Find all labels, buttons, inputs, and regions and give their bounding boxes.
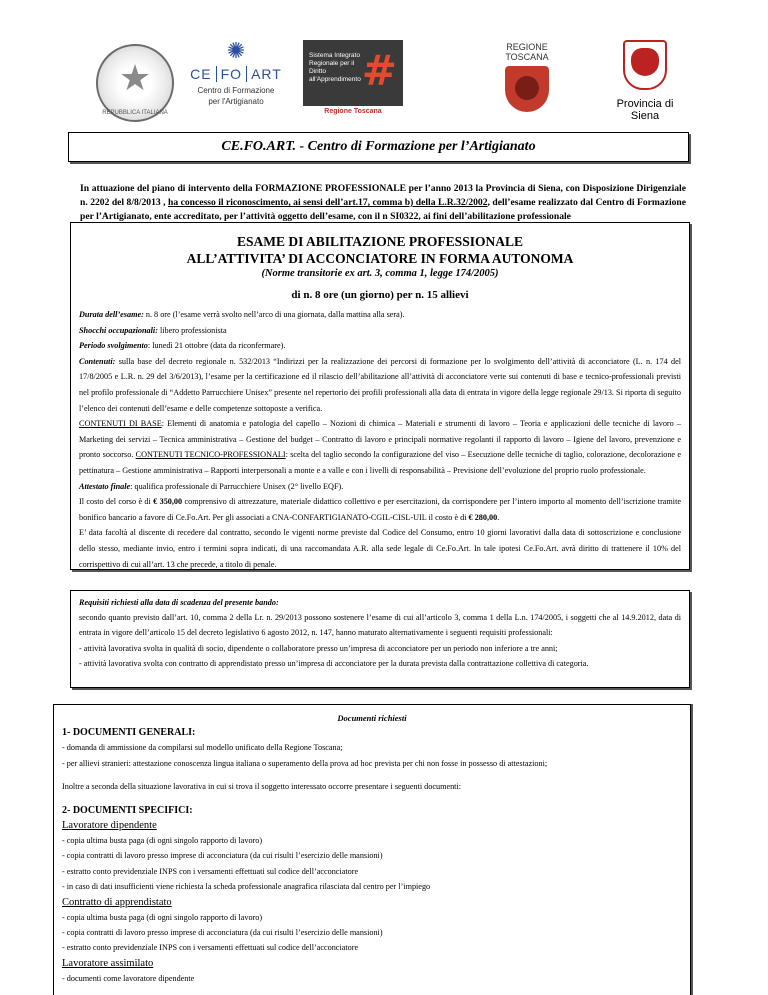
requisiti-box xyxy=(70,590,690,688)
attestato-text: : qualifica professionale di Parrucchiere Unisex (2° livello EQF). xyxy=(130,481,344,491)
list-item: - copia ultima busta paga (di ogni singolo rapporto di lavoro) xyxy=(62,912,263,922)
durata-line xyxy=(79,307,681,323)
section-specifici: 2- DOCUMENTI SPECIFICI: xyxy=(62,804,193,816)
exam-title-line: ALL’ATTIVITA’ DI ACCONCIATORE IN FORMA AUTONOMA xyxy=(186,251,574,266)
costo-amount: € 350,00 xyxy=(153,497,183,507)
logo-bar xyxy=(0,36,768,126)
inoltre-text: Inoltre a seconda della situazione lavorativa in cui si trova il soggetto interessato occorre presentare i seguenti documenti: xyxy=(62,782,462,792)
exam-duration: di n. 8 ore (un giorno) per n. 15 allievi xyxy=(291,289,469,301)
regione-toscana-text: REGIONE TOSCANA xyxy=(505,42,549,62)
periodo-label: Periodo svolgimento xyxy=(79,341,148,351)
sistema-logo-panel xyxy=(303,40,403,106)
star-icon: ★ xyxy=(118,58,152,98)
periodo-text: : lunedì 21 ottobre (data da riconfermare). xyxy=(147,341,286,351)
sistema-integrato-logo xyxy=(303,40,403,120)
list-item: - per allievi stranieri: attestazione conoscenza lingua italiana o superamento della prova ad hoc prevista per chi non fosse in possesso di attestazioni; xyxy=(62,758,548,768)
exam-title xyxy=(71,233,689,267)
sbocchi-text: libero professionista xyxy=(157,325,227,335)
attestato-line xyxy=(79,479,681,495)
sistema-logo-footer: Regione Toscana xyxy=(324,108,382,115)
provincia-siena-text: Provincia di Siena xyxy=(616,98,674,122)
cefoart-logo-sub xyxy=(186,85,286,107)
sistema-logo-text: Sistema Integrato Regionale per il Diritto all'Apprendimento xyxy=(309,52,361,83)
periodo-line xyxy=(79,338,681,354)
list-item: - domanda di ammissione da compilarsi sul modello unificato della Regione Toscana; xyxy=(62,743,343,753)
subheading-dipendente: Lavoratore dipendente xyxy=(62,820,157,832)
requisiti-item: - attività lavorativa svolta in qualità di socio, dipendente o collaboratore presso un’impresa di acconciatore per un periodo non inferiore a tre anni; xyxy=(79,643,558,653)
cefoart-logo xyxy=(186,40,286,120)
cefoart-logo-name xyxy=(186,66,286,82)
requisiti-text: secondo quanto previsto dall’art. 10, comma 2 della Lr. n. 29/2013 possono sostenere l’esame di cui all’articolo 3, comma 1 della L.n. 174/2005, i soggetti che al 14.9.2012, data di entrata in vigore dell’articolo 15 del decreto legislativo 6 agosto 2012, n. 147, hanno maturato alternativamente i seguenti requisiti professionali: xyxy=(79,613,681,638)
subheading-assimilato: Lavoratore assimilato xyxy=(62,957,154,969)
costo-text: Il costo del corso è di xyxy=(79,497,154,507)
contenuti-text: sulla base del decreto regionale n. 532/2013 “Indirizzi per la realizzazione dei percorsi di formazione per lo svolgimento dell’attività di acconciatore (L. n. 174 del 17/8/2005 e L.R. n. 29 del 3/6/2013), l’esame per la certificazione ed il rilascio dell’abilitazione all’attività di acconciatore verte sui contenuti di base e tecnico-professionali previsti nel profilo professionale di “Addetto Parrucchiere Unisex” presente nel repertorio dei profili professionali alla data di entrata in vigore della legge regionale 29/13. Si riporta di seguito l’elenco dei contenuti dell’esame e delle competenze sottoposte a verifica. xyxy=(79,356,681,413)
starburst-icon: ✺ xyxy=(226,38,246,63)
intro-underlined: ha concesso il riconoscimento, ai sensi dell’art.17, comma b) della L.R.32/2002 xyxy=(167,197,488,208)
base-label: CONTENUTI DI BASE xyxy=(79,419,162,429)
durata-text: n. 8 ore (l’esame verrà svolto nell’arco di una giornata, dalla mattina alla sera). xyxy=(143,310,405,319)
logo-part: FO xyxy=(217,66,247,82)
list-item: - estratto conto previdenziale INPS con i versamenti effettuati sul codice dell’acconciatore xyxy=(62,866,359,876)
tecnico-text: : scelta del taglio secondo la configurazione del viso – Esecuzione delle tecniche di taglio, colorazione, decolorazione e pettinatura – Gestione amministrativa – Rapporti interpersonali a monte e a valle e con i livelli di responsabilità – Previsione dell’evoluzione del proprio ruolo professionale. xyxy=(79,450,681,475)
list-item: - in caso di dati insufficienti viene richiesta la scheda professionale anagrafica rilasciata dal centro per l’impiego xyxy=(62,882,431,892)
attestato-label: Attestato finale xyxy=(79,481,131,491)
documenti-header: Documenti richiesti xyxy=(337,713,407,723)
logo-part: CE xyxy=(186,66,216,82)
exam-title-line: ESAME DI ABILITAZIONE PROFESSIONALE xyxy=(237,234,523,249)
list-item: - estratto conto previdenziale INPS con i versamenti effettuati sul codice dell’acconciatore xyxy=(62,943,359,953)
subheading-apprendistato: Contratto di apprendistato xyxy=(62,896,172,908)
costo-paragraph: Il costo del corso è di € 350,00 comprensivo di attrezzature, materiale didattico collettivo e per esercitazioni, da corrispondere per l’intero importo al momento dell’iscrizione tramite bonifico bancario a favore di Ce.Fo.Art. Per gli associati a CNA-CONFARTIGIANATO-CGIL-CISL-UIL il costo è di € 280,00. xyxy=(79,497,681,522)
base-text: : Elementi di anatomia e patologia del capello – Nozioni di chimica – Materiali e strumenti di lavoro – Teoria e applicazioni delle tecniche di lavoro – Marketing dei servizi – Tecnica amministrativa – Gestione del budget – Contratto di lavoro e principali normative regolanti il rapporto di lavoro – Igiene del lavoro, prevenzione e pronto soccorso. xyxy=(79,419,681,460)
contenuti-paragraph xyxy=(79,354,681,416)
list-item: - documenti come lavoratore dipendente xyxy=(62,973,195,983)
exam-details xyxy=(79,307,681,572)
exam-box xyxy=(70,222,690,570)
regione-toscana-logo xyxy=(497,42,557,122)
sbocchi-line xyxy=(79,323,681,339)
exam-subtitle: (Norme transitorie ex art. 3, comma 1, legge 174/2005) xyxy=(261,268,499,279)
durata-label: Durata dell’esame: xyxy=(79,310,144,319)
list-item: - copia contratti di lavoro presso imprese di acconciatura (da cui risulti l’esercizio delle mansioni) xyxy=(62,851,383,861)
list-item: - copia ultima busta paga (di ogni singolo rapporto di lavoro) xyxy=(62,836,263,846)
contenuti-base-paragraph xyxy=(79,416,681,478)
costo-associati: € 280,00 xyxy=(468,512,498,522)
recesso-paragraph: E’ data facoltà al discente di recedere dal contratto, secondo le vigenti norme previste dal Codice del Consumo, entro 10 giorni lavorativi dalla data di sottoscrizione e conclusione dello stesso, mediante invio, entro i termini sopra indicati, di una raccomandata A.R. alla sede legale di Ce.Fo.Art. In tale ipotesi Ce.Fo.Art. avrà diritto di trattenere il 10% del corrispettivo di cui all’art. 13 che precede, a titolo di penale. xyxy=(79,528,681,569)
italian-republic-emblem xyxy=(96,44,174,122)
pegasus-shield-icon xyxy=(505,66,549,112)
page-title: CE.FO.ART. - Centro di Formazione per l’Artigianato xyxy=(68,132,689,162)
documenti-box xyxy=(53,704,691,995)
provincia-siena-logo xyxy=(605,40,685,126)
tecnico-label: CONTENUTI TECNICO-PROFESSIONALI xyxy=(135,450,286,460)
intro-text: , dell’esame realizzato dal Centro di Formazione per l’Artigianato, ente accreditato, per l’attività oggetto dell’esame, con il n SI0322, ai fini dell’abilitazione professionale xyxy=(80,197,687,222)
contenuti-label: Contenuti: xyxy=(79,356,116,366)
logo-sub-line: Centro di Formazione xyxy=(197,86,275,95)
requisiti-label-text: Requisiti richiesti alla data di scadenza del presente bando: xyxy=(79,598,279,607)
requisiti-label xyxy=(79,595,681,610)
costo-text: comprensivo di attrezzature, materiale didattico collettivo e per esercitazioni, da corrispondere per l’intero importo al momento dell’iscrizione tramite bonifico bancario a favore di Ce.Fo.Art. Per gli associati a CNA-CONFARTIGIANATO-CGIL-CISL-UIL il costo è di xyxy=(79,497,681,522)
logo-sub-line: per l'Artigianato xyxy=(208,97,264,106)
hash-icon: # xyxy=(361,46,397,95)
list-item: - copia contratti di lavoro presso imprese di acconciatura (da cui risulti l’esercizio delle mansioni) xyxy=(62,928,383,938)
emblem-ring-text: REPUBBLICA ITALIANA xyxy=(102,110,168,116)
intro-text: In attuazione del piano di intervento della FORMAZIONE PROFESSIONALE per l’anno 2013 la Provincia di Siena, con Disposizione Dirigenziale n. 2202 del 8/8/2013 , xyxy=(80,183,686,208)
lion-shield-icon xyxy=(623,40,667,90)
logo-part: ART xyxy=(251,66,282,82)
section-generali: 1- DOCUMENTI GENERALI: xyxy=(62,727,196,738)
intro-paragraph xyxy=(80,182,686,224)
sbocchi-label: Shocchi occupazionali: xyxy=(79,325,158,335)
requisiti-item: - attività lavorativa svolta con contratto di apprendistato presso un’impresa di acconciatore per la durata prevista dalla contrattazione collettiva di categoria. xyxy=(79,658,589,668)
